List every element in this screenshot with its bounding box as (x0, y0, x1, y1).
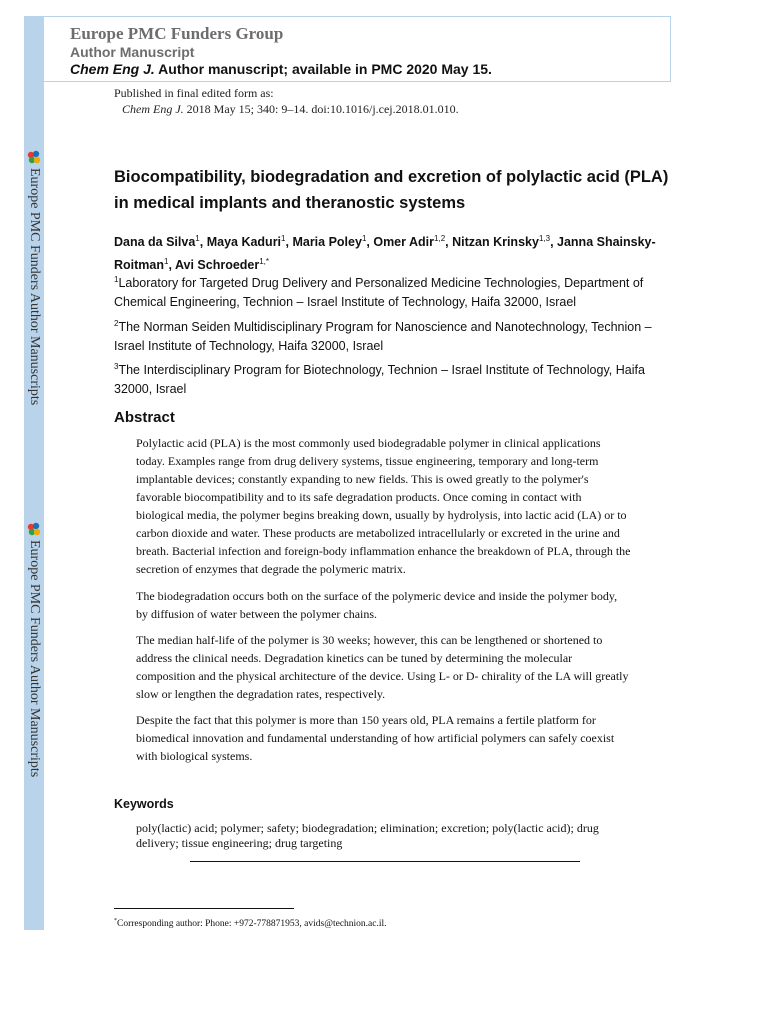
europe-pmc-logo-icon (26, 522, 42, 538)
abstract-paragraph: Polylactic acid (PLA) is the most commonly used biodegradable polymer in clinical applications today. Examples range from drug delivery systems, tissue engineering, temporary and long-term implantable devices; constantly expanding to new fields. This is owed greatly to the polymer's favorable biocompatibility and to its safe degradation products. Once coming in contact with biological media, the polymer begins breaking down, usually by hydrolysis, into lactic acid (LA) or to carbon dioxide and water. These products are metabolized intracellularly or excreted in the urine and breath. Bacterial infection and foreign-body inflammation enhance the breakdown of PLA, through the secretion of enzymes that degrade the polymeric matrix. (136, 436, 631, 576)
citation (114, 101, 459, 117)
sidebar-watermark-text: Europe PMC Funders Author Manuscripts (27, 168, 42, 406)
affiliation: $^1$Laboratory for Targeted Drug Delivery and Personalized Medicine Technologies, Department of Chemical Engineering, Technion – Israel Institute of Technology, Haifa 32000, Israel (114, 275, 644, 310)
footnote: *Corresponding author: Phone: +972-778871953, avids@technion.ac.il. (114, 918, 387, 930)
keywords-list: poly(lactic) acid; polymer; safety; biodegradation; elimination; excretion; poly(lactic acid); drug delivery; tissue engineering; drug targeting (136, 821, 599, 850)
author: Nitzan Krinsky$^{1,3}$, (452, 234, 558, 250)
availability-text: Author manuscript; available in PMC 2020 May 15. (158, 61, 492, 77)
divider (190, 861, 580, 862)
funders-group-title: Europe PMC Funders Group (70, 24, 284, 43)
citation-journal: Chem Eng J. (122, 102, 184, 116)
journal-name: Chem Eng J. (70, 61, 155, 77)
abstract-paragraph: The biodegradation occurs both on the surface of the polymeric device and inside the polymer body, by diffusion of water between the polymer chains. (136, 589, 618, 621)
author: Maria Poley$^1$, (292, 234, 374, 250)
paper-title: Biocompatibility, biodegradation and excretion of polylactic acid (PLA) in medical implants and theranostic systems (114, 168, 669, 212)
manuscript-type: Author Manuscript (70, 44, 195, 60)
europe-pmc-logo-icon (26, 150, 42, 166)
affiliation: $^3$The Interdisciplinary Program for Biotechnology, Technion – Israel Institute of Technology, Haifa 32000, Israel (114, 362, 645, 397)
published-info (114, 85, 459, 117)
author: Omer Adir$^{1,2}$, (373, 234, 453, 250)
citation-details: 2018 May 15; 340: 9–14. doi:10.1016/j.cej.2018.01.010. (186, 102, 459, 116)
keywords-heading: Keywords (114, 797, 174, 811)
published-label: Published in final edited form as: (114, 86, 274, 100)
author: Maya Kaduri$^1$, (206, 234, 293, 250)
author-list (114, 229, 674, 275)
footnote-divider (114, 908, 294, 909)
sidebar-watermark-text: Europe PMC Funders Author Manuscripts (27, 540, 42, 778)
author: Dana da Silva$^1$, (114, 234, 207, 250)
author: Janna Shainsky-Roitman$^1$, (114, 235, 656, 273)
journal-availability (70, 61, 492, 77)
abstract-paragraph: The median half-life of the polymer is 30 weeks; however, this can be lengthened or shortened to address the clinical needs. Degradation kinetics can be tuned by determining the molecular composition and the physical architecture of the device. Using L- or D- chirality of the LA will greatly slow or lengthen the degradation rates, respectively. (136, 633, 629, 701)
abstract-paragraph: Despite the fact that this polymer is more than 150 years old, PLA remains a fertile platform for biomedical innovation and fundamental understanding of how artificial polymers can safely coexist with biological systems. (136, 713, 615, 763)
affiliation: $^2$The Norman Seiden Multidisciplinary Program for Nanoscience and Nanotechnology, Technion – Israel Institute of Technology, Haifa 32000, Israel (114, 319, 652, 354)
abstract-heading: Abstract (114, 409, 175, 426)
author: Avi Schroeder$^{1,*}$ (174, 257, 270, 273)
